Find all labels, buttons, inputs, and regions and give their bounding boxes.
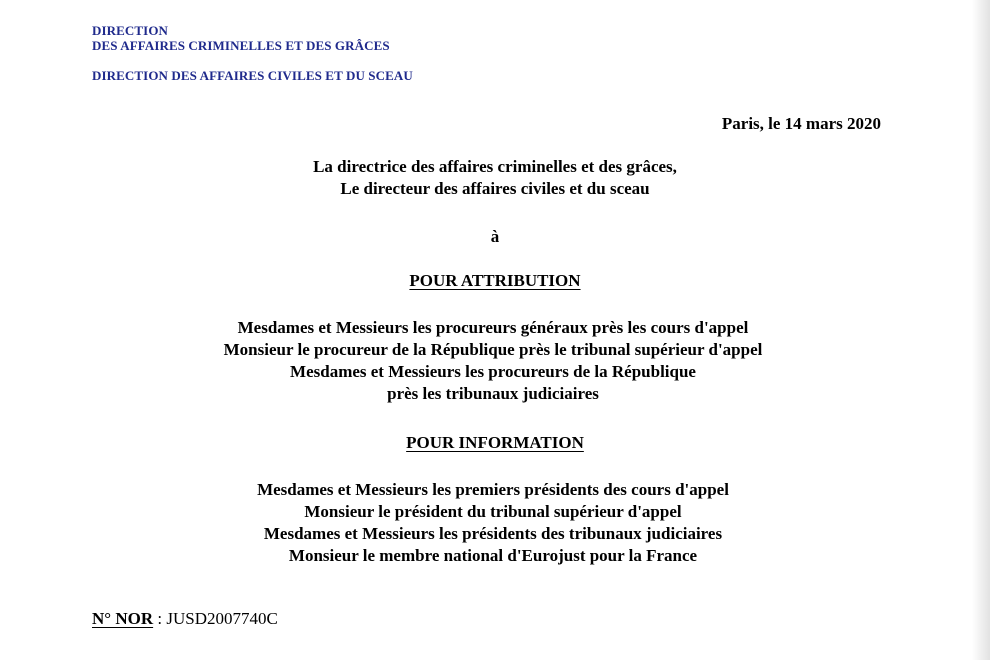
recipient-list-attribution: [0, 317, 988, 405]
sender-line: La directrice des affaires criminelles et des grâces,: [313, 157, 677, 176]
recipient-line: Monsieur le membre national d'Eurojust pour la France: [288, 546, 698, 565]
recipient-preposition: à: [490, 227, 500, 246]
recipient-line: Monsieur le procureur de la République près le tribunal supérieur d'appel: [223, 340, 763, 359]
department-header-line: DES AFFAIRES CRIMINELLES ET DES GRÂCES: [92, 38, 390, 53]
sender-block: [0, 156, 990, 200]
recipient-line: près les tribunaux judiciaires: [387, 384, 599, 403]
nor-reference: [92, 609, 278, 629]
section-title-attribution: [0, 270, 990, 292]
nor-label: N° NOR: [92, 609, 154, 628]
section-title-text: POUR INFORMATION: [406, 433, 584, 452]
recipient-list-information: [0, 479, 988, 567]
nor-separator: :: [153, 609, 167, 628]
recipient-line: Mesdames et Messieurs les présidents des tribunaux judiciaires: [263, 524, 723, 543]
department-header-line: DIRECTION: [92, 23, 169, 38]
sender-line: Le directeur des affaires civiles et du sceau: [340, 179, 650, 198]
nor-value: JUSD2007740C: [166, 609, 278, 628]
recipient-line: Monsieur le président du tribunal supérieur d'appel: [304, 502, 682, 521]
recipient-line: Mesdames et Messieurs les premiers présidents des cours d'appel: [257, 480, 729, 499]
recipient-line: Mesdames et Messieurs les procureurs généraux près les cours d'appel: [237, 318, 749, 337]
recipient-line: Mesdames et Messieurs les procureurs de la République: [290, 362, 696, 381]
document-date: Paris, le 14 mars 2020: [721, 114, 881, 133]
cut-off-text-line: [92, 652, 512, 660]
section-title-text: POUR ATTRIBUTION: [409, 271, 581, 290]
department-header-civil: DIRECTION DES AFFAIRES CIVILES ET DU SCEAU: [92, 68, 413, 83]
department-header-criminal: [92, 23, 390, 53]
section-title-information: [0, 432, 990, 454]
